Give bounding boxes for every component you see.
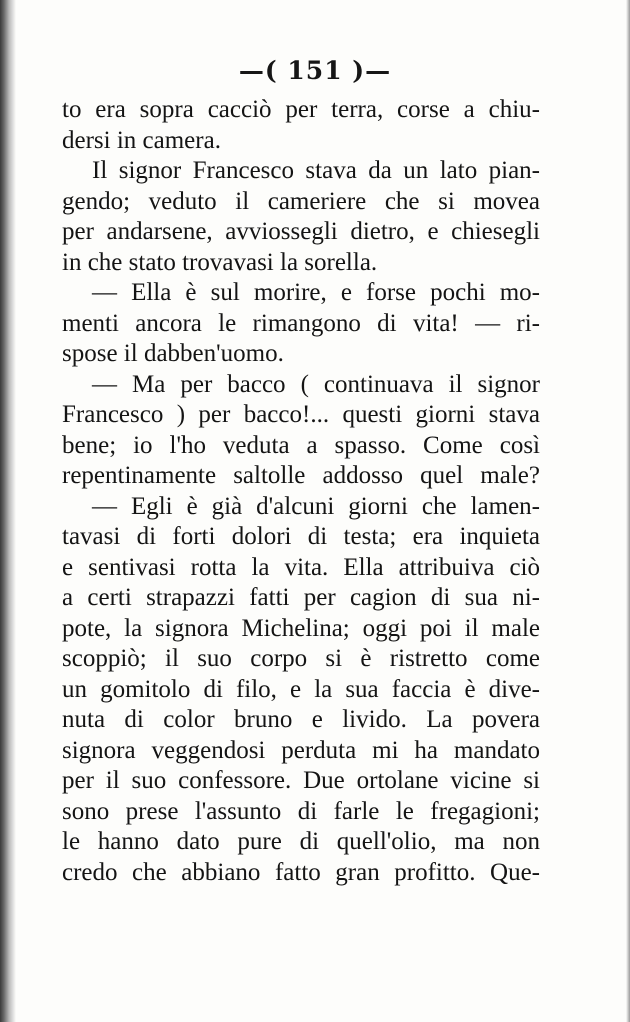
page-number-header: —( 151 )— <box>238 56 392 85</box>
text-line: per andarsene, avviossegli dietro, e chiesegli <box>62 218 540 245</box>
text-line: le hanno dato pure di quell'olio, ma non <box>62 828 540 855</box>
binding-gutter-shadow <box>0 0 16 1022</box>
text-line: signora veggendosi perduta mi ha mandato <box>62 736 540 764</box>
text-line: per il suo confessore. Due ortolane vicine si <box>62 767 540 794</box>
text-line: un gomitolo di filo, e la sua faccia è dive- <box>62 675 540 703</box>
text-line: nuta di color bruno e livido. La povera <box>62 706 540 733</box>
text-line: to era sopra cacciò per terra, corse a chiu- <box>62 96 540 123</box>
text-line: Il signor Francesco stava da un lato pian- <box>92 157 540 184</box>
text-line: in che stato trovavasi la sorella. <box>62 248 378 276</box>
text-line: — Ma per bacco ( continuava il signor <box>92 370 540 398</box>
text-line: pote, la signora Michelina; oggi poi il male <box>62 614 540 642</box>
text-line: — Ella è sul morire, e forse pochi mo- <box>92 279 540 306</box>
text-line: credo che abbiano fatto gran profitto. Que- <box>62 858 540 886</box>
text-line: bene; io l'ho veduta a spasso. Come così <box>62 431 540 459</box>
text-line: Francesco ) per bacco!... questi giorni stava <box>62 401 540 428</box>
page-edge <box>626 0 630 1022</box>
text-line: tavasi di forti dolori di testa; era inquieta <box>62 523 540 550</box>
text-line: repentinamente saltolle addosso quel male? <box>62 462 540 489</box>
text-line: dersi in camera. <box>62 126 221 154</box>
text-line: e sentivasi rotta la vita. Ella attribuiva ciò <box>62 553 540 581</box>
text-line: scoppiò; il suo corpo si è ristretto come <box>62 645 540 672</box>
body-text <box>62 95 540 888</box>
text-line: menti ancora le rimangono di vita! — ri- <box>62 309 540 337</box>
text-line: spose il dabben'uomo. <box>62 340 284 367</box>
text-line: sono prese l'assunto di farle le fregagioni; <box>62 797 540 825</box>
text-line: a certi strapazzi fatti per cagion di sua ni- <box>62 584 540 611</box>
text-line: — Egli è già d'alcuni giorni che lamen- <box>92 492 540 520</box>
text-line: gendo; veduto il cameriere che si movea <box>62 187 540 215</box>
